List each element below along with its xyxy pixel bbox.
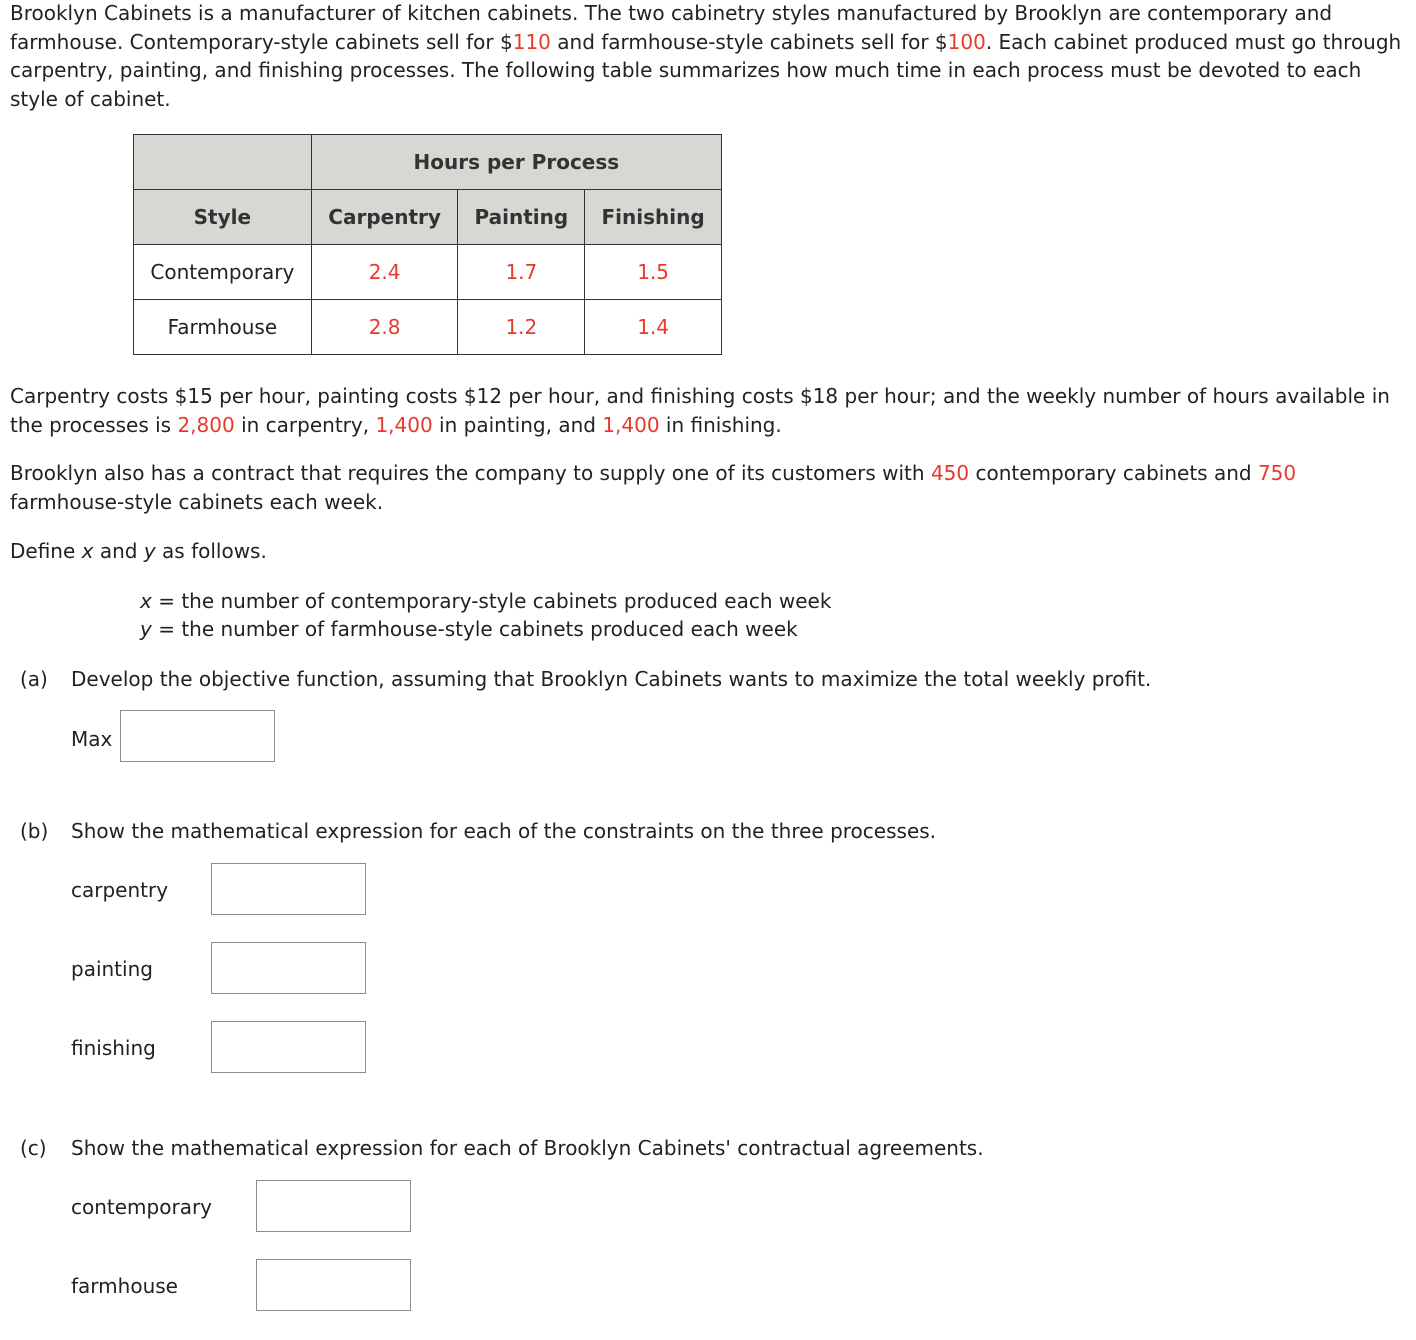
var-y: y bbox=[140, 617, 152, 641]
contract-text: contemporary cabinets and bbox=[969, 461, 1258, 485]
define-text: as follows. bbox=[155, 539, 267, 563]
part-c-text: Show the mathematical expression for each of Brooklyn Cabinets' contractual agreements. bbox=[71, 1136, 984, 1160]
value-cell: 2.4 bbox=[311, 245, 458, 300]
costs-text: Carpentry costs $15 per hour, painting costs $12 per hour, and finishing costs $18 per hour; and the weekly number of hours available in the processes is bbox=[10, 384, 1390, 437]
costs-paragraph bbox=[10, 382, 1410, 439]
part-b-question bbox=[20, 817, 936, 845]
table-row bbox=[134, 245, 722, 300]
part-a-label: (a) bbox=[20, 667, 48, 691]
carpentry-header: Carpentry bbox=[311, 190, 458, 245]
x-definition bbox=[140, 587, 831, 616]
part-a-question bbox=[20, 665, 1151, 693]
painting-label: painting bbox=[71, 957, 153, 981]
part-a-text: Develop the objective function, assuming that Brooklyn Cabinets wants to maximize the total weekly profit. bbox=[71, 667, 1152, 691]
contract-text: farmhouse-style cabinets each week. bbox=[10, 489, 384, 514]
value-cell: 1.5 bbox=[585, 245, 722, 300]
costs-text: in painting, and bbox=[432, 412, 603, 437]
style-cell: Farmhouse bbox=[134, 300, 312, 355]
value-cell: 1.2 bbox=[458, 300, 585, 355]
value-cell: 2.8 bbox=[311, 300, 458, 355]
y-definition bbox=[140, 615, 798, 644]
price-farmhouse: 100 bbox=[947, 29, 986, 54]
farmhouse-label: farmhouse bbox=[71, 1274, 178, 1298]
style-header: Style bbox=[134, 190, 312, 245]
define-text: and bbox=[93, 539, 144, 563]
price-contemporary: 110 bbox=[512, 29, 551, 54]
part-c-label: (c) bbox=[20, 1136, 47, 1160]
table-row bbox=[134, 300, 722, 355]
carpentry-label: carpentry bbox=[71, 878, 169, 902]
style-cell: Contemporary bbox=[134, 245, 312, 300]
carpentry-input[interactable] bbox=[211, 863, 366, 915]
x-definition-text: = the number of contemporary-style cabinets produced each week bbox=[151, 589, 832, 613]
intro-paragraph bbox=[10, 0, 1410, 113]
intro-text: Brooklyn Cabinets is a manufacturer of kitchen cabinets. The two cabinetry styles manufactured by Brooklyn are contemporary and farmhouse. Contemporary-style cabinets sell for $ bbox=[10, 1, 1333, 54]
intro-text: . Each cabinet produced must go through carpentry, painting, and finishing processes. The following table summarizes how much time in each process must be devoted to each style of cabinet. bbox=[10, 29, 1402, 111]
define-paragraph bbox=[10, 537, 1410, 566]
part-c-question bbox=[20, 1134, 984, 1162]
part-b-label: (b) bbox=[20, 819, 49, 843]
painting-input[interactable] bbox=[211, 942, 366, 994]
contemporary-label: contemporary bbox=[71, 1195, 213, 1219]
intro-text: and farmhouse-style cabinets sell for $ bbox=[550, 29, 948, 54]
define-text: Define bbox=[10, 539, 82, 563]
y-definition-text: = the number of farmhouse-style cabinets produced each week bbox=[151, 617, 798, 641]
var-x: x bbox=[140, 589, 152, 613]
max-label: Max bbox=[71, 727, 113, 751]
value-cell: 1.7 bbox=[458, 245, 585, 300]
finishing-input[interactable] bbox=[211, 1021, 366, 1073]
var-y: y bbox=[143, 539, 156, 563]
contract-text: Brooklyn also has a contract that requires the company to supply one of its customers with bbox=[10, 461, 931, 485]
var-x: x bbox=[81, 539, 94, 563]
finishing-label: finishing bbox=[71, 1036, 156, 1060]
contract-paragraph bbox=[10, 459, 1410, 516]
contemporary-input[interactable] bbox=[256, 1180, 411, 1232]
finishing-hours: 1,400 bbox=[602, 412, 660, 437]
carpentry-hours: 2,800 bbox=[177, 412, 235, 437]
table-corner-cell bbox=[134, 135, 312, 190]
costs-text: in carpentry, bbox=[234, 412, 376, 437]
finishing-header: Finishing bbox=[585, 190, 722, 245]
painting-header: Painting bbox=[458, 190, 585, 245]
hours-table bbox=[133, 134, 722, 355]
part-b-text: Show the mathematical expression for each of the constraints on the three processes. bbox=[71, 819, 937, 843]
contemporary-qty: 450 bbox=[930, 461, 970, 485]
farmhouse-qty: 750 bbox=[1257, 461, 1297, 485]
hours-per-process-header: Hours per Process bbox=[311, 135, 721, 190]
painting-hours: 1,400 bbox=[375, 412, 433, 437]
costs-text: in finishing. bbox=[659, 412, 782, 437]
farmhouse-input[interactable] bbox=[256, 1259, 411, 1311]
value-cell: 1.4 bbox=[585, 300, 722, 355]
max-input[interactable] bbox=[120, 710, 275, 762]
